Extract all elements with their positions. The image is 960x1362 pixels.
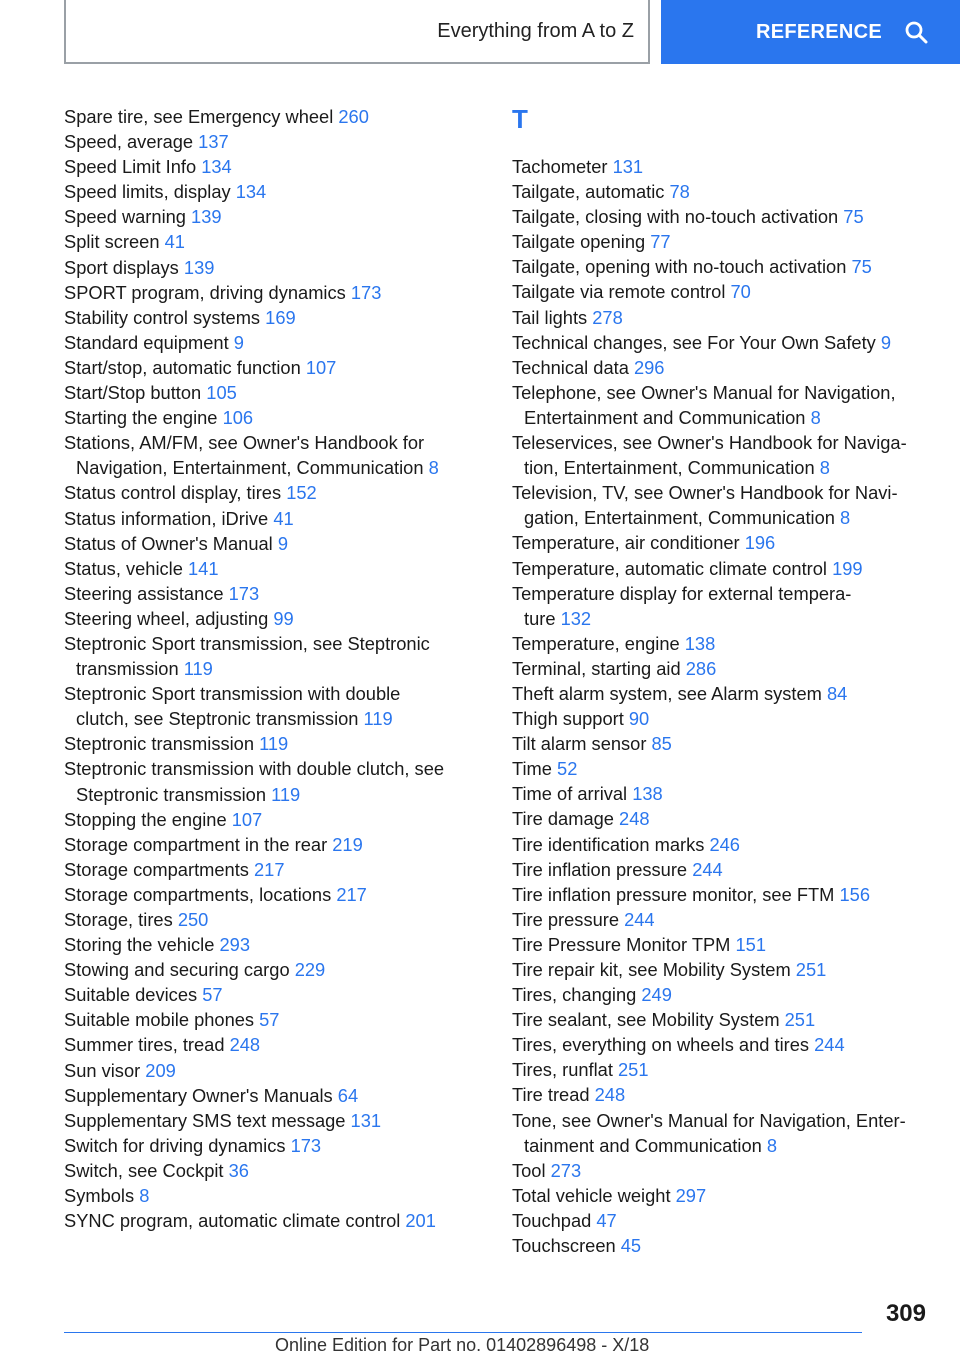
index-entry [64, 782, 476, 807]
index-entry [512, 1057, 932, 1082]
index-entry-text: Sun visor [64, 1059, 146, 1081]
page-reference-link[interactable]: 260 [338, 106, 369, 127]
index-entry [512, 430, 932, 455]
index-entry-text: Spare tire, see Emergency wheel [64, 106, 339, 127]
page-reference-link[interactable]: 77 [650, 231, 671, 253]
index-entry [512, 857, 932, 882]
index-entry [64, 1158, 476, 1183]
page-reference-link[interactable]: 246 [709, 833, 740, 855]
index-entry [64, 405, 476, 430]
page-reference-link[interactable]: 173 [290, 1134, 322, 1156]
index-entry-text: Time [512, 758, 558, 780]
index-entry-text: Tire tread [512, 1084, 595, 1106]
index-entry [64, 179, 476, 204]
index-entry [512, 656, 932, 681]
index-entry [64, 1133, 476, 1158]
index-entry-text: Stations, AM/FM, see Owner's Handbook for [64, 432, 425, 454]
index-entry-text: Tachometer [512, 156, 613, 177]
index-entry-text: Tire repair kit, see Mobility System [512, 959, 796, 980]
page-reference-link[interactable]: 90 [628, 708, 650, 730]
index-entry-text: Tire identification marks [512, 833, 710, 855]
page-reference-link[interactable]: 229 [294, 959, 326, 981]
index-entry [512, 254, 932, 279]
page-reference-link[interactable]: 278 [592, 306, 623, 328]
index-column-left [64, 104, 476, 1233]
index-entry [512, 154, 932, 179]
page-reference-link[interactable]: 119 [259, 733, 289, 755]
index-entry-text: Storage compartments, locations [64, 883, 337, 905]
index-entry [512, 1108, 932, 1133]
index-entry-text: Switch for driving dynamics [64, 1134, 291, 1156]
page-reference-link[interactable]: 106 [222, 407, 254, 429]
index-entry [512, 556, 932, 581]
page-reference-link[interactable]: 134 [235, 181, 267, 203]
index-entry-text: Tail lights [512, 306, 593, 328]
page-reference-link[interactable]: 99 [273, 607, 294, 629]
index-entry [64, 907, 476, 932]
index-entry-text: Theft alarm system, see Alarm system [512, 682, 827, 704]
index-entry [512, 681, 932, 706]
page-reference-link[interactable]: 36 [228, 1159, 249, 1181]
index-entry-text: Switch, see Cockpit [64, 1159, 229, 1181]
page-reference-link[interactable]: 134 [201, 156, 232, 178]
reference-tab-label: REFERENCE [756, 20, 883, 43]
index-entry [64, 656, 476, 681]
index-entry [64, 430, 476, 455]
page-reference-link[interactable]: 293 [219, 934, 250, 956]
index-entry [64, 756, 476, 781]
index-entry [64, 631, 476, 656]
index-entry-text: Total vehicle weight [512, 1184, 676, 1206]
index-entry [64, 255, 476, 280]
index-entry [64, 581, 476, 606]
index-entry [512, 530, 932, 555]
index-entry-text: Storing the vehicle [64, 934, 220, 956]
section-header [64, 0, 650, 64]
page-reference-link[interactable]: 217 [254, 858, 285, 880]
index-entry [512, 907, 932, 932]
page-reference-link[interactable]: 52 [557, 758, 578, 780]
page-reference-link[interactable]: 173 [228, 582, 260, 604]
page-reference-link[interactable]: 9 [880, 331, 892, 353]
index-entry [512, 731, 932, 756]
index-entry-text: Start/Stop button [64, 382, 207, 404]
index-entry-text: Stowing and securing cargo [64, 959, 295, 981]
index-entry-text: Tailgate via remote control [512, 281, 731, 303]
index-entry-text: Tires, everything on wheels and tires [512, 1034, 815, 1056]
index-entry [64, 531, 476, 556]
index-entry-text: Tire inflation pressure [512, 858, 693, 880]
index-entry [64, 1083, 476, 1108]
index-entry-text: Steering wheel, adjusting [64, 607, 274, 629]
index-entry [64, 129, 476, 154]
index-entry-text: Tailgate, opening with no-touch activation [512, 256, 852, 278]
index-entry-text: Tailgate, automatic [512, 181, 670, 203]
index-entry [512, 305, 932, 330]
index-entry [64, 229, 476, 254]
index-entry [512, 882, 932, 907]
index-entry-text: Symbols [64, 1185, 140, 1207]
page-reference-link[interactable]: 196 [744, 532, 776, 554]
index-entry-text: Status control display, tires [64, 482, 287, 504]
index-entry-text: Storage, tires [64, 909, 178, 930]
index-entry [512, 1133, 932, 1158]
index-entry-text: Tires, runflat [512, 1059, 618, 1081]
index-entry-text: Standard equipment [64, 331, 234, 353]
page-reference-link[interactable]: 57 [259, 1009, 280, 1031]
index-entry [512, 1158, 932, 1183]
index-entry [64, 330, 476, 355]
index-entry-text: Supplementary SMS text message [64, 1109, 351, 1131]
index-entry [512, 631, 932, 656]
index-entry-text: Teleservices, see Owner's Handbook for Naviga‐ [512, 432, 907, 454]
index-entry [512, 279, 932, 304]
index-entry-text: Sport displays [64, 256, 184, 278]
page-reference-link[interactable]: 9 [233, 331, 244, 353]
index-entry-text: clutch, see Steptronic transmission [76, 708, 364, 730]
index-entry-text: Storage compartments [64, 858, 255, 880]
index-entry-text: Tool [512, 1159, 551, 1181]
page-reference-link[interactable]: 8 [810, 406, 821, 428]
index-entry [64, 832, 476, 857]
index-entry-text: Status of Owner's Manual [64, 532, 278, 554]
index-entry [64, 305, 476, 330]
index-entry [64, 857, 476, 882]
page-reference-link[interactable]: 75 [851, 256, 872, 278]
index-entry-text: transmission [76, 658, 184, 680]
index-entry [64, 1183, 476, 1208]
index-entry-text: Tire inflation pressure monitor, see FTM [512, 883, 840, 905]
page-reference-link[interactable]: 244 [624, 908, 655, 930]
page-reference-link[interactable]: 64 [337, 1084, 359, 1106]
index-entry [512, 405, 932, 430]
index-entry-text: tainment and Communication [524, 1134, 767, 1156]
page-reference-link[interactable]: 47 [596, 1209, 617, 1231]
index-entry-text: Steptronic Sport transmission, see Steptronic [64, 632, 430, 654]
index-entry-text: Steptronic transmission [64, 733, 260, 755]
page-reference-link[interactable]: 107 [305, 356, 337, 378]
page-reference-link[interactable]: 248 [229, 1034, 261, 1056]
edition-footer: Online Edition for Part no. 01402896498 - X/18 [275, 1335, 650, 1355]
index-entry-text: Summer tires, tread [64, 1034, 230, 1056]
page-reference-link[interactable]: 41 [164, 231, 185, 253]
index-entry-text: Time of arrival [512, 783, 633, 805]
index-entry [512, 380, 932, 405]
page-reference-link[interactable]: 152 [286, 482, 317, 504]
page-reference-link[interactable]: 251 [795, 959, 827, 980]
index-entry [512, 806, 932, 831]
page-reference-link[interactable]: 251 [618, 1059, 649, 1081]
index-entry [64, 506, 476, 531]
page-reference-link[interactable]: 119 [363, 708, 393, 730]
index-entry [64, 380, 476, 405]
page-reference-link[interactable]: 139 [183, 256, 215, 278]
page-reference-link[interactable]: 84 [826, 682, 848, 704]
index-entry-text: Temperature, air conditioner [512, 532, 745, 554]
page-reference-link[interactable]: 173 [350, 281, 382, 303]
page-reference-link[interactable]: 138 [632, 783, 663, 805]
index-entry [512, 229, 932, 254]
index-entry [512, 781, 932, 806]
section-title: Everything from A to Z [437, 19, 634, 42]
index-entry [512, 957, 932, 982]
index-entry-text: Telephone, see Owner's Manual for Navigation, [512, 381, 896, 403]
page-reference-link[interactable]: 78 [669, 181, 690, 203]
index-column-right [512, 104, 932, 1258]
index-entry-text: Navigation, Entertainment, Communication [76, 457, 429, 479]
page-reference-link[interactable]: 8 [139, 1185, 150, 1207]
page-reference-link[interactable]: 219 [332, 833, 363, 855]
page-reference-link[interactable]: 107 [231, 808, 263, 830]
page-reference-link[interactable]: 8 [819, 457, 830, 479]
index-entry [512, 179, 932, 204]
page-reference-link[interactable]: 139 [191, 206, 222, 228]
page-reference-link[interactable]: 105 [206, 382, 237, 404]
index-entry-text: Suitable mobile phones [64, 1009, 260, 1031]
page-reference-link[interactable]: 9 [277, 532, 288, 554]
page-reference-link[interactable]: 297 [675, 1184, 707, 1206]
index-entry-text: Status information, iDrive [64, 507, 274, 529]
index-entry [64, 556, 476, 581]
index-entry-text: Terminal, starting aid [512, 657, 686, 679]
index-entry [512, 1032, 932, 1057]
index-entry [512, 330, 932, 355]
page-reference-link[interactable]: 199 [832, 557, 863, 579]
index-entry [512, 756, 932, 781]
index-entry [64, 706, 476, 731]
index-entry [512, 455, 932, 480]
page-reference-link[interactable]: 217 [336, 883, 367, 905]
index-entry [512, 355, 932, 380]
page-reference-link[interactable]: 85 [651, 733, 672, 755]
index-entry [64, 982, 476, 1007]
index-entry-text: SYNC program, automatic climate control [64, 1210, 406, 1232]
page-reference-link[interactable]: 251 [784, 1009, 816, 1031]
index-entry-text: gation, Entertainment, Communication [524, 507, 841, 529]
index-entry [512, 505, 932, 530]
index-entry [512, 581, 932, 606]
index-entry-text: Tire pressure [512, 908, 625, 930]
index-entry-text: Stopping the engine [64, 808, 232, 830]
index-entries-t [512, 154, 932, 1258]
index-entry-text: Stability control systems [64, 306, 266, 328]
index-entry [64, 280, 476, 305]
index-entry-text: Technical changes, see For Your Own Safety [512, 331, 881, 353]
index-entry-text: Steptronic transmission [76, 783, 272, 805]
index-letter-heading: T [512, 104, 528, 134]
index-entry [512, 932, 932, 957]
index-entry-text: Split screen [64, 231, 165, 253]
page-reference-link[interactable]: 248 [594, 1084, 626, 1106]
page-reference-link[interactable]: 151 [735, 933, 767, 955]
footer-divider [64, 1332, 862, 1333]
page-reference-link[interactable]: 119 [271, 783, 301, 805]
page-reference-link[interactable]: 119 [183, 658, 213, 680]
index-entry [64, 1058, 476, 1083]
index-entry [512, 1208, 932, 1233]
index-entry-text: Speed warning [64, 206, 192, 228]
page-reference-link[interactable]: 286 [685, 657, 717, 679]
page-reference-link[interactable]: 70 [730, 281, 751, 303]
index-entry-text: Television, TV, see Owner's Handbook for Navi‐ [512, 482, 898, 504]
index-entry-text: Status, vehicle [64, 557, 188, 579]
page-reference-link[interactable]: 296 [633, 356, 665, 378]
index-entry [512, 1183, 932, 1208]
index-entry [64, 104, 476, 129]
index-entry-text: Tailgate, closing with no-touch activation [512, 206, 844, 228]
page-reference-link[interactable]: 131 [612, 156, 644, 177]
index-entry-text: Start/stop, automatic function [64, 356, 306, 378]
page-reference-link[interactable]: 169 [265, 306, 296, 328]
index-entry-text: Starting the engine [64, 407, 223, 429]
index-entry-text: Storage compartment in the rear [64, 833, 333, 855]
index-entry [512, 204, 932, 229]
index-entry-text: Touchpad [512, 1209, 597, 1231]
page-reference-link[interactable]: 273 [550, 1159, 582, 1181]
index-entry [64, 154, 476, 179]
index-entry-text: Entertainment and Communication [524, 406, 811, 428]
index-entry-text: Temperature, automatic climate control [512, 557, 833, 579]
index-entry-text: Speed limits, display [64, 181, 236, 203]
page-reference-link[interactable]: 209 [145, 1059, 176, 1081]
index-entry [64, 957, 476, 982]
index-entry [512, 982, 932, 1007]
index-entry [64, 807, 476, 832]
index-entry-text: Steptronic Sport transmission with double [64, 683, 401, 705]
index-entry [64, 606, 476, 631]
index-entry [64, 731, 476, 756]
index-entry [64, 455, 476, 480]
page-reference-link[interactable]: 249 [641, 984, 672, 1006]
index-entry-text: Touchscreen [512, 1235, 621, 1257]
reference-tab[interactable] [661, 0, 960, 64]
page-reference-link[interactable]: 8 [428, 457, 439, 479]
index-entry [64, 355, 476, 380]
index-entry-text: Thigh support [512, 708, 629, 730]
page-reference-link[interactable]: 141 [187, 557, 219, 579]
page-reference-link[interactable]: 8 [840, 507, 851, 529]
index-entry-text: Steptronic transmission with double clutch, see [64, 758, 445, 780]
index-entry-text: Tires, changing [512, 984, 642, 1006]
index-entry-text: Speed, average [64, 131, 199, 153]
index-entry-text: Tone, see Owner's Manual for Navigation, Enter‐ [512, 1109, 906, 1131]
page-reference-link[interactable]: 137 [198, 131, 229, 153]
index-entry [64, 1208, 476, 1233]
index-entry-text: Suitable devices [64, 984, 203, 1006]
index-entry [512, 832, 932, 857]
index-entry-text: Tilt alarm sensor [512, 733, 652, 755]
index-entry-text: Technical data [512, 356, 634, 378]
page-reference-link[interactable]: 41 [273, 507, 294, 529]
index-entry [512, 706, 932, 731]
page-reference-link[interactable]: 244 [814, 1034, 845, 1056]
index-entry [512, 1082, 932, 1107]
index-entry-text: Speed Limit Info [64, 156, 202, 178]
page-reference-link[interactable]: 156 [839, 883, 870, 905]
index-entry [64, 1108, 476, 1133]
page-reference-link[interactable]: 131 [350, 1109, 382, 1131]
page-reference-link[interactable]: 201 [405, 1210, 436, 1232]
index-entry [64, 480, 476, 505]
index-entry-text: Steering assistance [64, 582, 229, 604]
page-reference-link[interactable]: 250 [177, 909, 209, 930]
index-entry-text: Temperature display for external tempera‐ [512, 582, 852, 604]
index-entry-text: Tire damage [512, 808, 620, 830]
page-reference-link[interactable]: 244 [692, 858, 723, 880]
page-reference-link[interactable]: 132 [560, 607, 592, 629]
index-entry-text: Temperature, engine [512, 632, 685, 654]
index-entry-text: tion, Entertainment, Communication [524, 457, 820, 479]
page-reference-link[interactable]: 138 [684, 632, 716, 654]
index-entry [512, 1233, 932, 1258]
index-entry [64, 1007, 476, 1032]
index-entry-text: Tire Pressure Monitor TPM [512, 933, 736, 955]
page-reference-link[interactable]: 248 [619, 808, 650, 830]
index-entry [512, 606, 932, 631]
index-entry [64, 882, 476, 907]
page-reference-link[interactable]: 8 [766, 1134, 778, 1156]
index-entry [512, 480, 932, 505]
index-entry-text: ture [524, 607, 561, 629]
page-reference-link[interactable]: 57 [202, 984, 223, 1006]
index-entry-text: Supplementary Owner's Manuals [64, 1084, 338, 1106]
index-entry [64, 932, 476, 957]
index-entry [64, 1032, 476, 1057]
page-number: 309 [885, 1300, 926, 1327]
index-entry [512, 1007, 932, 1032]
index-entry-text: SPORT program, driving dynamics [64, 281, 351, 303]
index-entry-text: Tailgate opening [512, 231, 651, 253]
search-icon[interactable] [904, 20, 928, 44]
index-entry-text: Tire sealant, see Mobility System [512, 1009, 785, 1031]
index-entry [64, 204, 476, 229]
index-entry [64, 681, 476, 706]
page-reference-link[interactable]: 45 [620, 1235, 642, 1257]
page-reference-link[interactable]: 75 [843, 206, 864, 228]
